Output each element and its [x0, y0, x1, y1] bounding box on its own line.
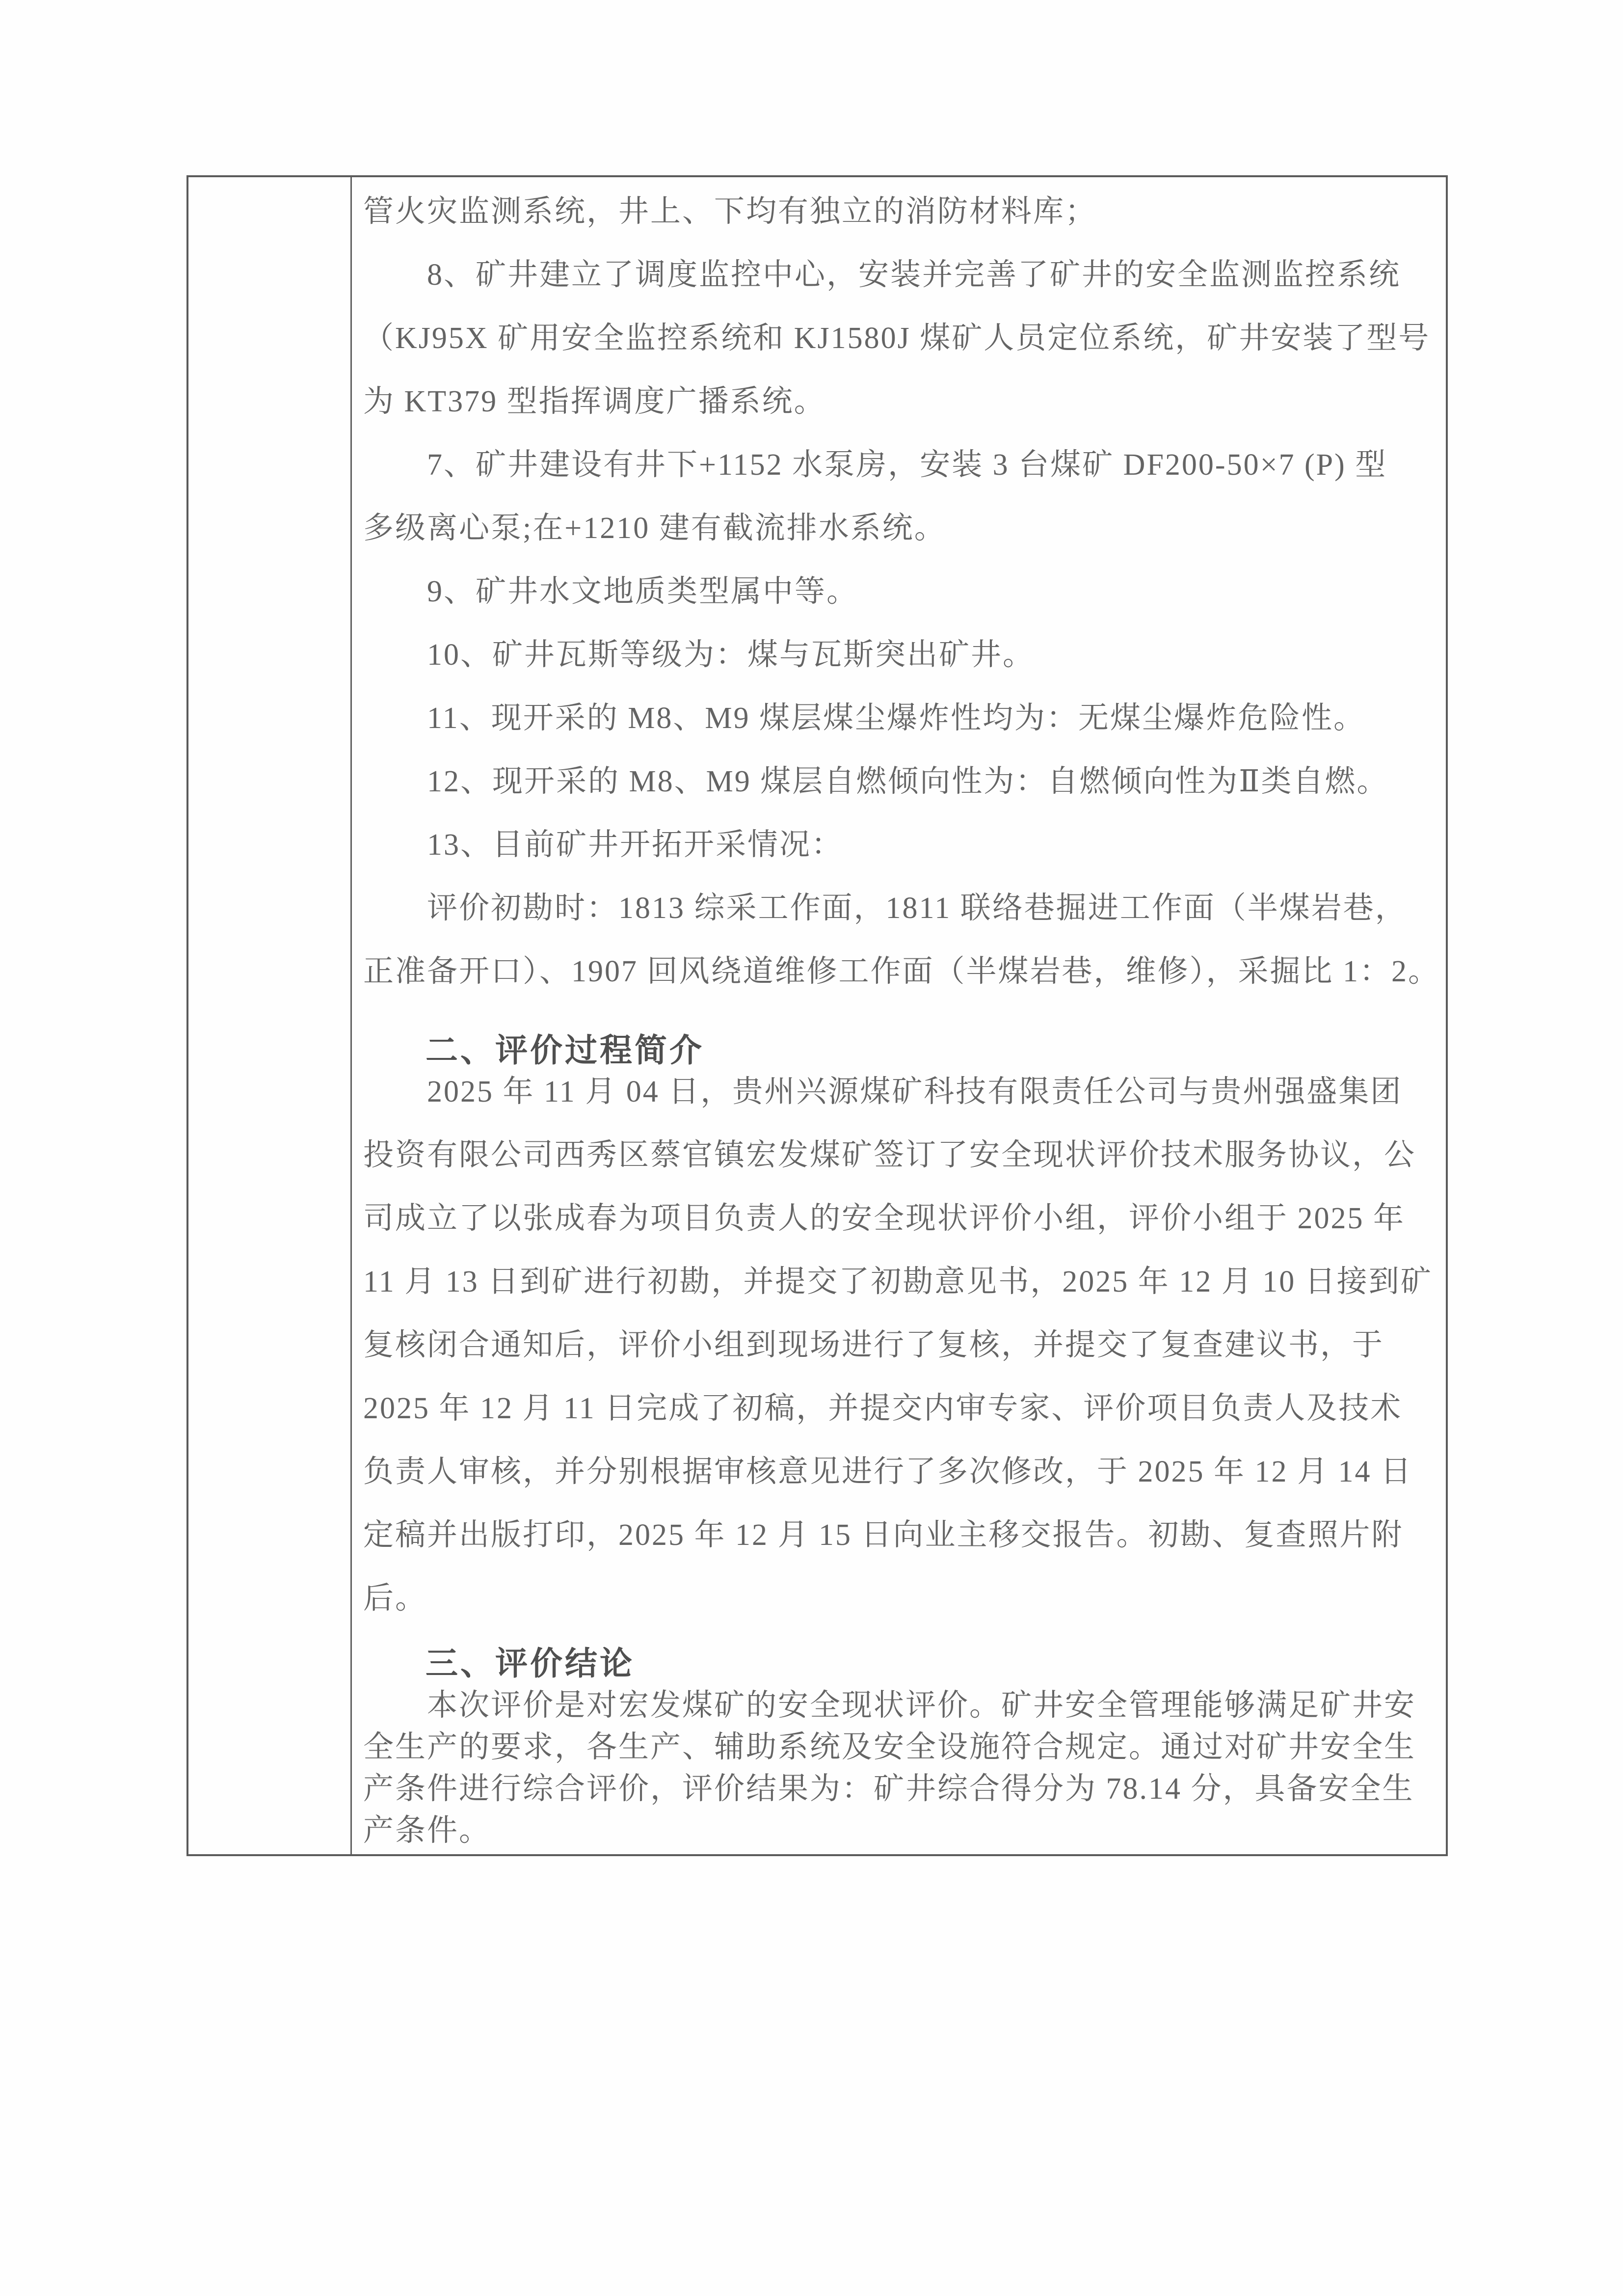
- mine-overview-items-line: 为 KT379 型指挥调度广播系统。: [363, 385, 826, 418]
- mine-overview-items-line: （KJ95X 矿用安全监控系统和 KJ1580J 煤矿人员定位系统，矿井安装了型号: [363, 322, 1431, 355]
- mine-overview-items-line: 8、矿井建立了调度监控中心，安装并完善了矿井的安全监测监控系统: [427, 258, 1401, 292]
- mine-overview-items-line: 管火灾监测系统，井上、下均有独立的消防材料库；: [363, 195, 1097, 228]
- mine-overview-items-line: 多级离心泵;在+1210 建有截流排水系统。: [363, 512, 946, 545]
- evaluation-process-paragraph-line: 11 月 13 日到矿进行初勘，并提交了初勘意见书，2025 年 12 月 10 日接到矿: [363, 1265, 1433, 1298]
- mine-overview-items-line: 13、目前矿井开拓开采情况：: [427, 828, 844, 862]
- table-empty-left-column: [188, 177, 352, 1854]
- evaluation-process-paragraph-line: 2025 年 11 月 04 日，贵州兴源煤矿科技有限责任公司与贵州强盛集团: [427, 1075, 1403, 1108]
- evaluation-process-paragraph-line: 2025 年 12 月 11 日完成了初稿，并提交内审专家、评价项目负责人及技术: [363, 1392, 1403, 1425]
- process-section-heading: 二、评价过程简介: [426, 1033, 704, 1069]
- mine-overview-items-line: 12、现开采的 M8、M9 煤层自燃倾向性为：自燃倾向性为Ⅱ类自燃。: [427, 765, 1389, 798]
- mine-overview-items-line: 正准备开口）、1907 回风绕道维修工作面（半煤岩巷，维修），采掘比 1：2。: [363, 955, 1440, 988]
- evaluation-conclusion-paragraph-line: 全生产的要求，各生产、辅助系统及安全设施符合规定。通过对矿井安全生: [363, 1730, 1416, 1764]
- evaluation-conclusion-paragraph-line: 产条件。: [363, 1814, 491, 1847]
- mine-overview-items-line: 9、矿井水文地质类型属中等。: [427, 575, 859, 608]
- conclusion-section-heading: 三、评价结论: [426, 1646, 635, 1682]
- evaluation-process-paragraph-line: 投资有限公司西秀区蔡官镇宏发煤矿签订了安全现状评价技术服务协议，公: [363, 1138, 1416, 1172]
- table-text-column: [352, 177, 1446, 1854]
- evaluation-process-paragraph-line: 司成立了以张成春为项目负责人的安全现状评价小组，评价小组于 2025 年: [363, 1202, 1406, 1235]
- mine-overview-items-line: 7、矿井建设有井下+1152 水泵房，安装 3 台煤矿 DF200-50×7 (P) 型: [427, 448, 1387, 482]
- mine-overview-items-line: 11、现开采的 M8、M9 煤层煤尘爆炸性均为：无煤尘爆炸危险性。: [427, 702, 1365, 735]
- evaluation-process-paragraph-line: 负责人审核，并分别根据审核意见进行了多次修改，于 2025 年 12 月 14 日: [363, 1455, 1413, 1488]
- evaluation-process-paragraph-line: 定稿并出版打印，2025 年 12 月 15 日向业主移交报告。初勘、复查照片附: [363, 1518, 1404, 1552]
- mine-overview-items-line: 评价初勘时：1813 综采工作面，1811 联络巷掘进工作面（半煤岩巷，: [427, 891, 1407, 925]
- evaluation-process-paragraph-line: 复核闭合通知后，评价小组到现场进行了复核，并提交了复查建议书，于: [363, 1328, 1384, 1362]
- evaluation-process-paragraph-line: 后。: [363, 1582, 427, 1615]
- evaluation-conclusion-paragraph-line: 产条件进行综合评价，评价结果为：矿井综合得分为 78.14 分，具备安全生: [363, 1772, 1414, 1806]
- mine-overview-items-line: 10、矿井瓦斯等级为：煤与瓦斯突出矿井。: [427, 638, 1035, 672]
- evaluation-conclusion-paragraph-line: 本次评价是对宏发煤矿的安全现状评价。矿井安全管理能够满足矿井安: [427, 1689, 1416, 1722]
- report-table: [186, 175, 1448, 1856]
